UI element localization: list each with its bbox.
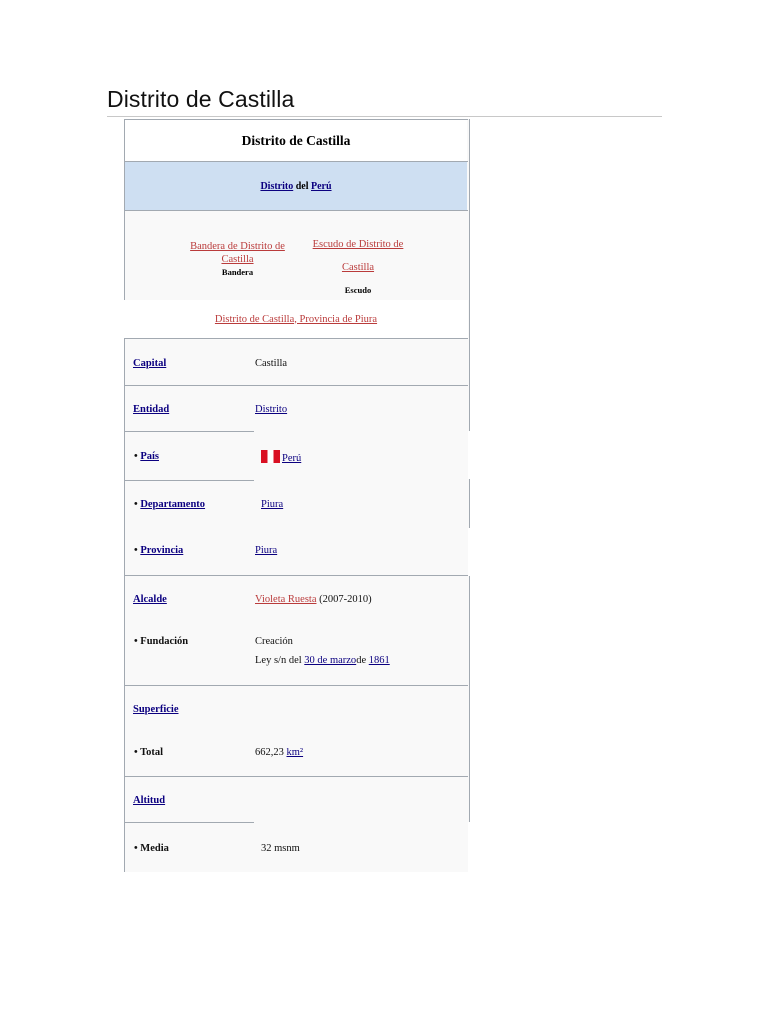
alcalde-value: Violeta Ruesta (2007-2010) <box>255 594 372 605</box>
alcalde-label-link[interactable]: Alcalde <box>133 594 167 605</box>
fundacion-line1: Creación <box>255 636 293 647</box>
alcalde-name-link[interactable]: Violeta Ruesta <box>255 594 317 605</box>
superficie-label-link[interactable]: Superficie <box>133 704 179 715</box>
provincia-row-label: • Provincia <box>134 545 184 556</box>
fundacion-label: • Fundación <box>134 636 189 647</box>
provincia-label-link[interactable]: Provincia <box>140 545 184 556</box>
map-row <box>124 300 468 338</box>
entidad-value-link[interactable]: Distrito <box>255 404 288 415</box>
infobox-subheader <box>125 162 467 210</box>
divider <box>124 210 468 211</box>
coat-image-cell <box>298 233 418 302</box>
divider <box>124 480 254 481</box>
divider <box>124 776 468 777</box>
altitud-label-link[interactable]: Altitud <box>133 795 166 806</box>
distrito-link[interactable]: Distrito <box>260 180 294 192</box>
divider <box>124 338 468 339</box>
pais-value-link[interactable]: Perú <box>282 453 302 464</box>
divider <box>124 822 254 823</box>
total-label: • Total <box>134 747 164 758</box>
fundacion-line2: Ley s/n del 30 de marzode 1861 <box>255 655 390 666</box>
media-value: 32 msnm <box>261 843 300 854</box>
flag-image-cell <box>175 240 300 279</box>
page-title: Distrito de Castilla <box>107 86 295 112</box>
coat-image-link-line2[interactable]: Castilla <box>341 262 375 273</box>
divider <box>124 575 468 576</box>
pais-label-link[interactable]: País <box>140 451 159 462</box>
peru-link[interactable]: Perú <box>311 180 332 192</box>
total-value: 662,23 km² <box>255 747 304 758</box>
divider <box>124 385 468 386</box>
departamento-label-link[interactable]: Departamento <box>140 499 206 510</box>
infobox <box>124 119 470 872</box>
flag-image-link[interactable]: Bandera de Distrito de Castilla <box>190 241 285 265</box>
pais-value <box>261 450 301 464</box>
media-label: • Media <box>134 843 169 854</box>
capital-label-link[interactable]: Capital <box>133 358 167 369</box>
flag-image-caption: Bandera <box>221 267 254 277</box>
title-underline <box>107 116 662 117</box>
km2-link[interactable]: km² <box>286 747 304 758</box>
provincia-value-link[interactable]: Piura <box>255 545 278 556</box>
coat-image-link-line1[interactable]: Escudo de Distrito de <box>312 239 404 250</box>
capital-value: Castilla <box>255 358 288 369</box>
divider <box>124 685 468 686</box>
fundacion-year-link[interactable]: 1861 <box>368 655 390 666</box>
pais-row-label: • País <box>134 451 159 462</box>
departamento-row-label: • Departamento <box>134 499 206 510</box>
peru-flag-icon <box>261 450 280 463</box>
departamento-value-link[interactable]: Piura <box>261 499 284 510</box>
infobox-caption: Distrito de Castilla <box>125 120 467 161</box>
map-link[interactable]: Distrito de Castilla, Provincia de Piura <box>214 313 378 325</box>
divider <box>124 431 254 432</box>
coat-image-caption: Escudo <box>344 285 372 295</box>
entidad-label-link[interactable]: Entidad <box>133 404 170 415</box>
fundacion-date-link[interactable]: 30 de marzo <box>304 655 357 666</box>
subheader-text: del <box>293 180 311 192</box>
